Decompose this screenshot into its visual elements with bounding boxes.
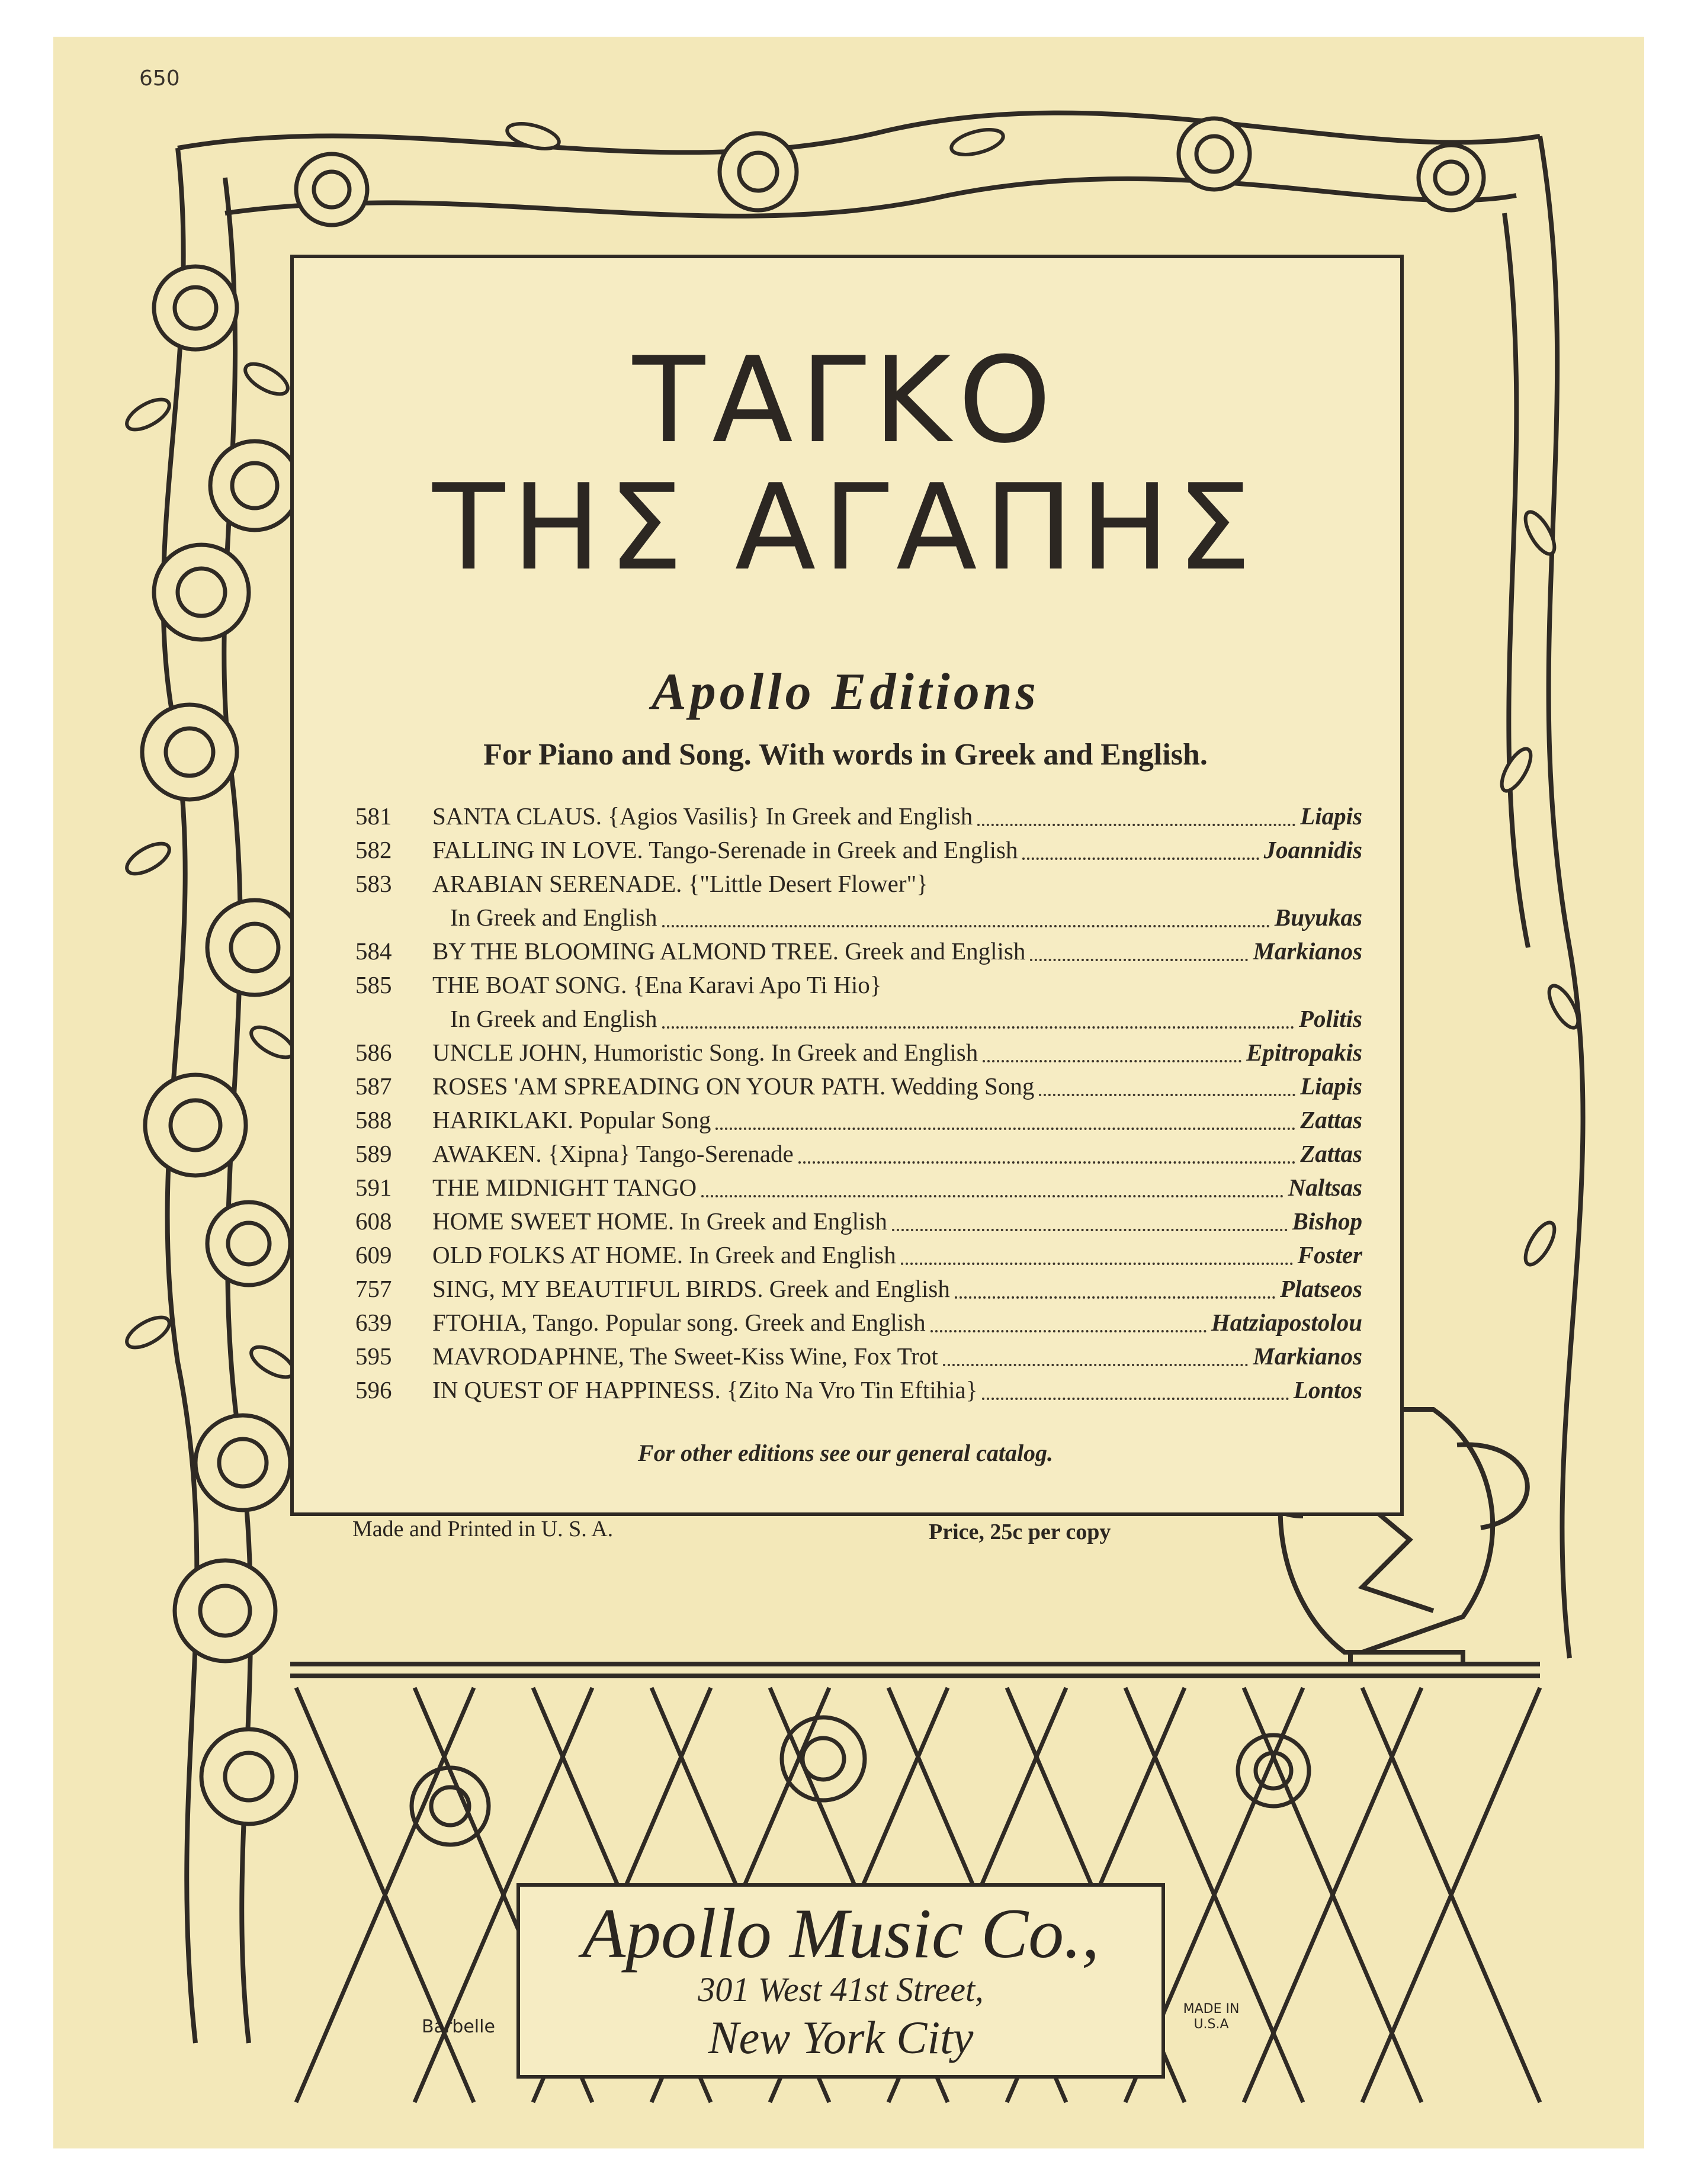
leader-dots bbox=[943, 1364, 1249, 1366]
leader-dots bbox=[662, 1026, 1294, 1029]
catalog-author: Markianos bbox=[1253, 1342, 1362, 1370]
catalog-entry bbox=[355, 1340, 1362, 1373]
catalog-entry-continuation bbox=[355, 1002, 1362, 1036]
catalog-author: Zattas bbox=[1300, 1106, 1362, 1133]
catalog-number: 585 bbox=[355, 971, 392, 998]
catalog-author: Liapis bbox=[1300, 802, 1362, 830]
catalog-title: SANTA CLAUS. {Agios Vasilis} In Greek and English bbox=[432, 802, 973, 830]
catalog-title: THE BOAT SONG. {Ena Karavi Apo Ti Hio} bbox=[432, 971, 882, 998]
page-number: 650 bbox=[139, 66, 180, 91]
publisher-address: 301 West 41st Street, bbox=[698, 1970, 984, 2009]
catalog-title: IN QUEST OF HAPPINESS. {Zito Na Vro Tin Eftihia} bbox=[432, 1376, 978, 1403]
catalog-title: FALLING IN LOVE. Tango-Serenade in Greek and English bbox=[432, 836, 1018, 863]
catalog-title-cont: In Greek and English bbox=[450, 904, 657, 931]
catalog-title: HARIKLAKI. Popular Song bbox=[432, 1106, 711, 1133]
catalog-title: MAVRODAPHNE, The Sweet-Kiss Wine, Fox Trot bbox=[432, 1342, 938, 1370]
catalog-entry bbox=[355, 968, 1362, 1002]
catalog-number: 587 bbox=[355, 1072, 392, 1100]
leader-dots bbox=[1030, 959, 1248, 961]
catalog-list bbox=[355, 799, 1362, 1407]
catalog-author: Epitropakis bbox=[1246, 1039, 1362, 1066]
catalog-author: Bishop bbox=[1292, 1207, 1362, 1235]
catalog-author: Lontos bbox=[1293, 1376, 1362, 1403]
title-line-1: ΤΑΓΚΟ bbox=[633, 332, 1058, 470]
catalog-title: AWAKEN. {Xipna} Tango-Serenade bbox=[432, 1140, 794, 1167]
catalog-title: ARABIAN SERENADE. {"Little Desert Flower"} bbox=[432, 870, 928, 897]
leader-dots bbox=[701, 1195, 1284, 1197]
leader-dots bbox=[1022, 857, 1259, 860]
price-label: Price, 25c per copy bbox=[929, 1520, 1111, 1544]
leader-dots bbox=[930, 1330, 1207, 1332]
catalog-author: Politis bbox=[1298, 1005, 1362, 1032]
catalog-entry bbox=[355, 1171, 1362, 1205]
catalog-number: 581 bbox=[355, 802, 392, 830]
made-in-stamp: MADE IN U.S.A bbox=[1183, 2002, 1240, 2032]
catalog-number: 595 bbox=[355, 1342, 392, 1370]
catalog-title: OLD FOLKS AT HOME. In Greek and English bbox=[432, 1241, 896, 1268]
catalog-author: Zattas bbox=[1300, 1140, 1362, 1167]
catalog-entry bbox=[355, 1036, 1362, 1069]
leader-dots bbox=[901, 1263, 1293, 1265]
catalog-author: Markianos bbox=[1253, 937, 1362, 965]
catalog-number: 757 bbox=[355, 1275, 392, 1302]
leader-dots bbox=[662, 925, 1270, 927]
catalog-number: 589 bbox=[355, 1140, 392, 1167]
leader-dots bbox=[798, 1161, 1296, 1164]
catalog-title: THE MIDNIGHT TANGO bbox=[432, 1174, 697, 1201]
catalog-number: 596 bbox=[355, 1376, 392, 1403]
catalog-author: Foster bbox=[1297, 1241, 1362, 1268]
catalog-number: 608 bbox=[355, 1207, 392, 1235]
catalog-title: UNCLE JOHN, Humoristic Song. In Greek and English bbox=[432, 1039, 978, 1066]
catalog-entry bbox=[355, 1205, 1362, 1238]
catalog-title: FTOHIA, Tango. Popular song. Greek and English bbox=[432, 1309, 926, 1336]
catalog-number: 591 bbox=[355, 1174, 392, 1201]
publisher-city: New York City bbox=[708, 2012, 974, 2063]
catalog-number: 584 bbox=[355, 937, 392, 965]
catalog-entry bbox=[355, 1137, 1362, 1171]
catalog-title: ROSES 'AM SPREADING ON YOUR PATH. Wedding Song bbox=[432, 1072, 1035, 1100]
leader-dots bbox=[982, 1398, 1288, 1400]
catalog-title: BY THE BLOOMING ALMOND TREE. Greek and English bbox=[432, 937, 1026, 965]
catalog-entry bbox=[355, 833, 1362, 867]
leader-dots bbox=[892, 1229, 1288, 1231]
catalog-author: Hatziapostolou bbox=[1211, 1309, 1362, 1336]
catalog-author: Platseos bbox=[1280, 1275, 1362, 1302]
leader-dots bbox=[983, 1060, 1241, 1062]
catalog-entry bbox=[355, 867, 1362, 901]
catalog-number: 583 bbox=[355, 870, 392, 897]
tagline: For Piano and Song. With words in Greek and English. bbox=[483, 738, 1208, 772]
catalog-entry bbox=[355, 1238, 1362, 1272]
series-title: Apollo Editions bbox=[652, 663, 1039, 721]
catalog-entry bbox=[355, 934, 1362, 968]
catalog-title: HOME SWEET HOME. In Greek and English bbox=[432, 1207, 887, 1235]
other-editions-note: For other editions see our general catalog. bbox=[637, 1440, 1054, 1466]
catalog-number: 609 bbox=[355, 1241, 392, 1268]
catalog-author: Joannidis bbox=[1263, 836, 1362, 863]
leader-dots bbox=[955, 1296, 1275, 1299]
catalog-entry bbox=[355, 1272, 1362, 1306]
catalog-number: 588 bbox=[355, 1106, 392, 1133]
catalog-entry bbox=[355, 1103, 1362, 1137]
made-in-notice: Made and Printed in U. S. A. bbox=[352, 1517, 614, 1541]
title-line-2: ΤΗΣ ΑΓΑΠΗΣ bbox=[432, 459, 1259, 597]
artist-signature: Barbelle bbox=[422, 2016, 495, 2037]
catalog-title: SING, MY BEAUTIFUL BIRDS. Greek and English bbox=[432, 1275, 950, 1302]
catalog-entry bbox=[355, 1306, 1362, 1340]
catalog-title-cont: In Greek and English bbox=[450, 1005, 657, 1032]
leader-dots bbox=[977, 824, 1295, 826]
catalog-number: 586 bbox=[355, 1039, 392, 1066]
catalog-entry-continuation bbox=[355, 901, 1362, 934]
publisher-banner bbox=[516, 1883, 1165, 2079]
catalog-entry bbox=[355, 1373, 1362, 1407]
catalog-author: Liapis bbox=[1300, 1072, 1362, 1100]
catalog-entry bbox=[355, 1069, 1362, 1103]
catalog-number: 639 bbox=[355, 1309, 392, 1336]
catalog-number: 582 bbox=[355, 836, 392, 863]
leader-dots bbox=[1039, 1094, 1295, 1096]
leader-dots bbox=[715, 1128, 1295, 1130]
catalog-entry bbox=[355, 799, 1362, 833]
catalog-author: Buyukas bbox=[1274, 904, 1362, 931]
publisher-name: Apollo Music Co., bbox=[582, 1894, 1100, 1973]
catalog-author: Naltsas bbox=[1288, 1174, 1362, 1201]
